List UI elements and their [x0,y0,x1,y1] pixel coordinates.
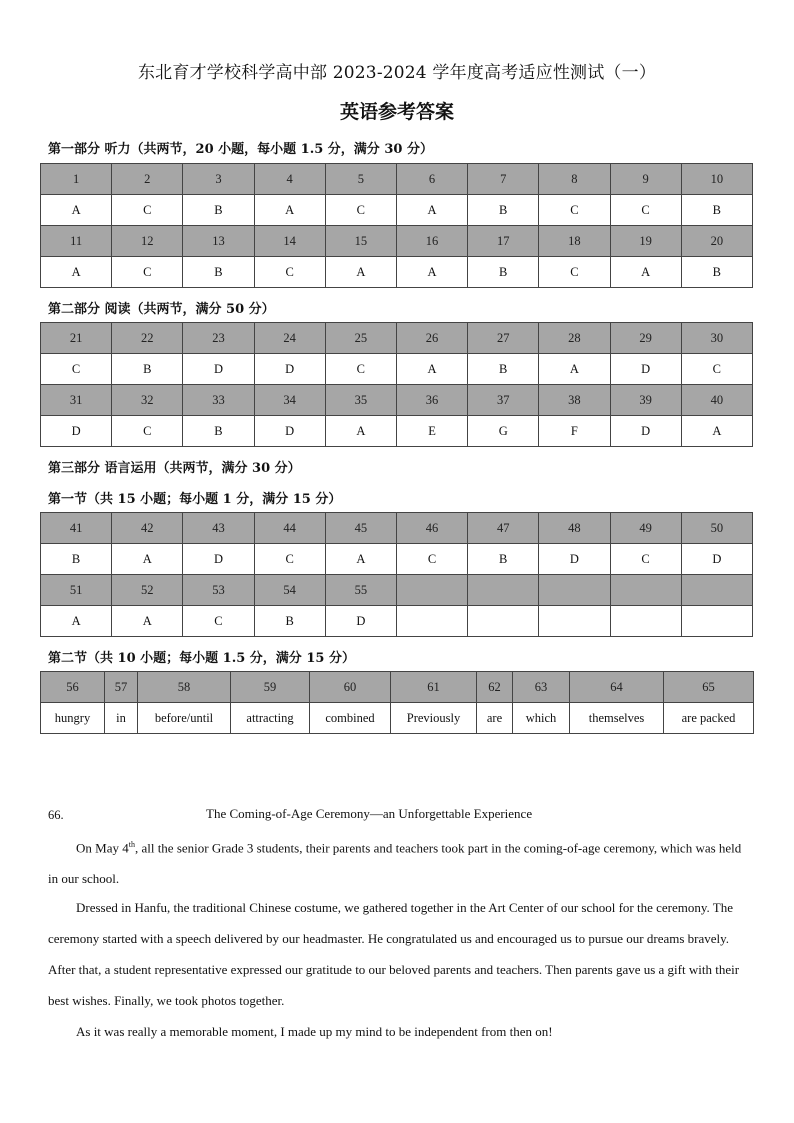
empty-cell [539,606,610,637]
question-number: 23 [183,323,254,354]
question-number: 9 [610,164,681,195]
answer-cell: F [539,416,610,447]
question-number: 2 [112,164,183,195]
answer-cell: Previously [391,703,477,734]
answer-cell: A [396,257,467,288]
question-number: 35 [325,385,396,416]
table-row [41,164,753,195]
answer-cell: C [539,195,610,226]
answer-cell: before/until [138,703,231,734]
answer-cell: A [112,606,183,637]
question-number: 41 [41,513,112,544]
answer-cell: D [254,354,325,385]
part3-heading: 第三部分 语言运用（共两节，满分 30 分） [48,461,301,476]
answer-cell: hungry [41,703,105,734]
question-number: 8 [539,164,610,195]
answer-cell: G [468,416,539,447]
answer-cell: B [183,195,254,226]
question-number: 31 [41,385,112,416]
question-number: 44 [254,513,325,544]
answer-cell: which [513,703,570,734]
question-number: 33 [183,385,254,416]
question-number: 26 [396,323,467,354]
page-title: 东北育才学校科学高中部 2023-2024 学年度高考适应性测试（一） [137,63,657,83]
question-number: 36 [396,385,467,416]
question-number: 49 [610,513,681,544]
question-number: 16 [396,226,467,257]
question-number: 65 [664,672,754,703]
answer-cell: C [112,195,183,226]
part3-section2-answer-table [40,671,754,734]
empty-cell [468,575,539,606]
table-row [41,513,753,544]
question-number: 64 [570,672,664,703]
question-number: 19 [610,226,681,257]
essay-p1-rest: , all the senior Grade 3 students, their parents and teachers took part in the coming-of-age ceremony, which was held in our school. [48,840,742,887]
table-row [41,257,753,288]
question-number: 56 [41,672,105,703]
question-number: 22 [112,323,183,354]
question-number: 10 [681,164,752,195]
answer-cell: C [254,544,325,575]
answer-cell: C [183,606,254,637]
answer-cell: E [396,416,467,447]
question-number: 51 [41,575,112,606]
empty-cell [396,575,467,606]
answer-cell: D [610,354,681,385]
question-number: 4 [254,164,325,195]
question-number: 29 [610,323,681,354]
answer-cell: are packed [664,703,754,734]
question-number: 20 [681,226,752,257]
essay-number: 66. [48,808,64,822]
question-number: 52 [112,575,183,606]
question-number: 53 [183,575,254,606]
table-row [41,416,753,447]
essay-paragraph-3: As it was really a memorable moment, I made up my mind to be independent from then on! [76,1024,553,1039]
empty-cell [610,575,681,606]
question-number: 38 [539,385,610,416]
answer-cell: C [41,354,112,385]
answer-cell: D [681,544,752,575]
empty-cell [468,606,539,637]
question-number: 55 [325,575,396,606]
question-number: 45 [325,513,396,544]
answer-cell: B [681,195,752,226]
answer-cell: A [41,606,112,637]
answer-cell: D [41,416,112,447]
answer-cell: D [610,416,681,447]
question-number: 6 [396,164,467,195]
page-subtitle: 英语参考答案 [339,101,454,123]
essay-paragraph-1 [48,829,754,894]
answer-cell: themselves [570,703,664,734]
essay-title: The Coming-of-Age Ceremony—an Unforgettable Experience [206,806,533,821]
answer-cell: B [183,416,254,447]
question-number: 7 [468,164,539,195]
question-number: 61 [391,672,477,703]
question-number: 25 [325,323,396,354]
table-row [41,385,753,416]
question-number: 59 [231,672,310,703]
question-number: 27 [468,323,539,354]
answer-cell: in [105,703,138,734]
question-number: 24 [254,323,325,354]
answer-cell: C [325,354,396,385]
question-number: 13 [183,226,254,257]
question-number: 50 [681,513,752,544]
answer-cell: B [468,195,539,226]
answer-cell: C [112,416,183,447]
answer-cell: B [183,257,254,288]
empty-cell [396,606,467,637]
answer-cell: C [396,544,467,575]
answer-cell: D [539,544,610,575]
answer-cell: B [254,606,325,637]
question-number: 18 [539,226,610,257]
answer-cell: A [681,416,752,447]
part1-answer-table [40,163,753,288]
answer-cell: A [325,544,396,575]
answer-cell: A [41,195,112,226]
part2-heading: 第二部分 阅读（共两节，满分 50 分） [48,302,275,317]
question-number: 5 [325,164,396,195]
table-row [41,323,753,354]
answer-cell: D [183,354,254,385]
answer-cell: A [539,354,610,385]
essay-paragraph-2: Dressed in Hanfu, the traditional Chinese costume, we gathered together in the Art Center of our school for the ceremony. The ceremony started with a speech delivered by our headmaster. He congratulated us and encouraged us to pursue our dreams bravely. After that, a student representative expressed our gratitude to our beloved parents and teachers. Then parents gave us a gift with their best wishes. Finally, we took photos together. [48,900,740,1008]
answer-cell: A [396,354,467,385]
question-number: 43 [183,513,254,544]
question-number: 30 [681,323,752,354]
table-row [41,672,754,703]
part2-answer-table [40,322,753,447]
answer-cell: A [325,257,396,288]
answer-cell: C [539,257,610,288]
question-number: 34 [254,385,325,416]
empty-cell [539,575,610,606]
table-row [41,703,754,734]
question-number: 37 [468,385,539,416]
question-number: 15 [325,226,396,257]
answer-cell: C [325,195,396,226]
answer-cell: C [681,354,752,385]
question-number: 17 [468,226,539,257]
answer-cell: C [254,257,325,288]
answer-cell: A [325,416,396,447]
question-number: 32 [112,385,183,416]
answer-cell: B [468,354,539,385]
question-number: 21 [41,323,112,354]
answer-cell: C [610,195,681,226]
question-number: 28 [539,323,610,354]
answer-cell: B [112,354,183,385]
question-number: 46 [396,513,467,544]
answer-cell: A [112,544,183,575]
question-number: 62 [477,672,513,703]
table-row [41,226,753,257]
part3-section1-answer-table [40,512,753,637]
answer-cell: B [41,544,112,575]
answer-cell: A [396,195,467,226]
question-number: 54 [254,575,325,606]
essay-p1-start: On May 4 [76,840,129,856]
question-number: 42 [112,513,183,544]
answer-cell: combined [310,703,391,734]
answer-cell: A [41,257,112,288]
answer-cell: B [468,257,539,288]
answer-cell: are [477,703,513,734]
answer-cell: A [254,195,325,226]
table-row [41,575,753,606]
question-number: 3 [183,164,254,195]
question-number: 1 [41,164,112,195]
table-row [41,354,753,385]
question-number: 58 [138,672,231,703]
part3-section1-heading: 第一节（共 15 小题；每小题 1 分，满分 15 分） [48,492,342,507]
question-number: 14 [254,226,325,257]
table-row [41,195,753,226]
answer-cell: B [681,257,752,288]
question-number: 47 [468,513,539,544]
answer-cell: D [254,416,325,447]
answer-cell: D [325,606,396,637]
question-number: 48 [539,513,610,544]
empty-cell [681,575,752,606]
answer-cell: B [468,544,539,575]
question-number: 57 [105,672,138,703]
table-row [41,606,753,637]
answer-cell: A [610,257,681,288]
answer-cell: attracting [231,703,310,734]
answer-cell: C [610,544,681,575]
answer-cell: C [112,257,183,288]
answer-cell: D [183,544,254,575]
empty-cell [610,606,681,637]
question-number: 12 [112,226,183,257]
question-number: 63 [513,672,570,703]
essay-p1-sup: th [128,840,135,849]
empty-cell [681,606,752,637]
question-number: 60 [310,672,391,703]
question-number: 11 [41,226,112,257]
part1-heading: 第一部分 听力（共两节，20 小题，每小题 1.5 分，满分 30 分） [48,142,433,157]
question-number: 40 [681,385,752,416]
question-number: 39 [610,385,681,416]
table-row [41,544,753,575]
part3-section2-heading: 第二节（共 10 小题；每小题 1.5 分，满分 15 分） [48,651,355,666]
